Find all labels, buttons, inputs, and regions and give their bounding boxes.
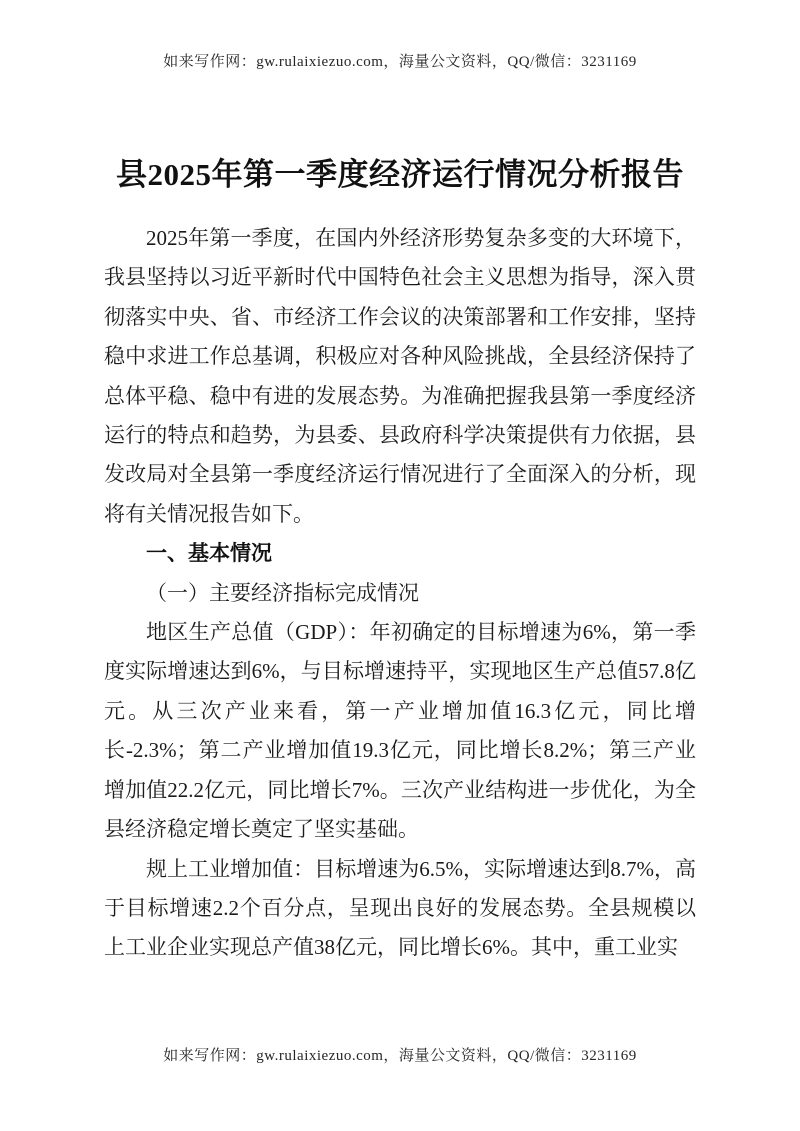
section-heading-basic-situation: 一、基本情况 <box>146 541 272 566</box>
document-title: 县2025年第一季度经济运行情况分析报告 <box>116 157 684 192</box>
document-body <box>104 219 696 968</box>
paragraph-gdp: 地区生产总值（GDP）：年初确定的目标增速为6%，第一季度实际增速达到6%，与目标增速持平，实现地区生产总值57.8亿元。从三次产业来看，第一产业增加值16.3亿元，同比增长-2.3%；第二产业增加值19.3亿元，同比增长8.2%；第三产业增加值22.2亿元，同比增长7%。三次产业结构进一步优化，为全县经济稳定增长奠定了坚实基础。 <box>104 620 696 842</box>
paragraph-industrial-added-value: 规上工业增加值：目标增速为6.5%，实际增速达到8.7%，高于目标增速2.2个百分点，呈现出良好的发展态势。全县规模以上工业企业实现总产值38亿元，同比增长6%。其中，重工业实 <box>104 856 696 960</box>
page-header-watermark: 如来写作网：gw.rulaixiezuo.com，海量公文资料，QQ/微信：3231169 <box>163 54 637 70</box>
subsection-heading-main-economic-indicators: （一）主要经济指标完成情况 <box>146 580 419 605</box>
page-footer-watermark: 如来写作网：gw.rulaixiezuo.com，海量公文资料，QQ/微信：3231169 <box>163 1048 637 1064</box>
paragraph-intro: 2025年第一季度，在国内外经济形势复杂多变的大环境下，我县坚持以习近平新时代中国特色社会主义思想为指导，深入贯彻落实中央、省、市经济工作会议的决策部署和工作安排，坚持稳中求进工作总基调，积极应对各种风险挑战，全县经济保持了总体平稳、稳中有进的发展态势。为准确把握我县第一季度经济运行的特点和趋势，为县委、县政府科学决策提供有力依据，县发改局对全县第一季度经济运行情况进行了全面深入的分析，现将有关情况报告如下。 <box>104 226 696 526</box>
